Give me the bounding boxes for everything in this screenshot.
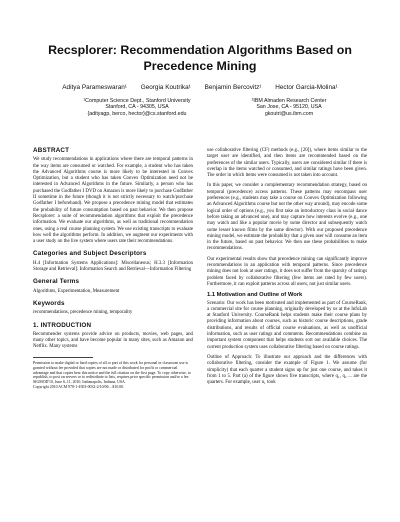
affiliation-line: ¹Computer Science Dept., Stanford University: [83, 98, 191, 104]
author-name: Georgia Koutrika¹: [140, 84, 191, 91]
general-terms-heading: General Terms: [33, 278, 80, 286]
affiliation-email: {adityagp, berco, hector}@cs.stanford.edu: [87, 110, 187, 117]
abstract-heading: ABSTRACT: [33, 147, 70, 154]
body-paragraph: In this paper, we consider a complementary recommendation strategy, based on temporal (precedence) access patterns. These patterns may encompass user preferences (e.g., students may take a course on Convex Optimization following an Advanced Algorithms course but not the other way around), may encode some logical order of options (e.g., you first take an introductory class in social dance before taking an advanced one), and may capture how interests evolve (e.g., one may watch and like a popular movie by some director and subsequently watch some lesser known films by the same director). With our proposed precedence mining model, we estimate the probability that a given user will consume an item in the future, based on past behavior. We then use these probabilities to make recommendations.: [207, 183, 367, 252]
left-column: [33, 148, 193, 390]
abstract-text: We study recommendations in applications where there are temporal patterns in the way items are consumed or watched. For example, a student who has taken the Advanced Algorithms course is more likely to be interested in Convex Optimization, but a student who has taken Convex Optimization need not be interested in Advanced Algorithms in the future. Similarly, a person who has purchased the Godfather I DVD on Amazon is more likely to purchase Godfather II sometime in the future (though it is not strictly necessary to watch/purchase Godfather I beforehand). We propose a precedence mining model that estimates the probability of future consumption based on past behavior. We then propose Recsplorer: a suite of recommendation algorithms that exploit the precedence information. We evaluate our algorithms, as well as traditional recommendation ones, using a real course planning system. We use existing transcripts to evaluate how well the algorithms perform. In addition, we augment our experiments with a user study on the live system where users rate their recommendations.: [33, 157, 193, 245]
permission-footnote: [33, 361, 193, 390]
footnote-copyright: Copyright 2010 ACM 978-1-4503-0032-2/10/06 ...$10.00.: [33, 385, 125, 390]
introduction-section: [33, 323, 193, 351]
affiliation-stanford: [62, 98, 212, 117]
author-name: Hector Garcia-Molina¹: [275, 84, 338, 91]
right-column: [207, 148, 367, 390]
categories-text: H.4 [Information Systems Applications]: Miscellaneous; H.3.3 [Information Storage and Retrieval]: Information Search and Retrieval—Information Filtering: [33, 260, 193, 273]
categories-heading: Categories and Subject Descriptors: [33, 250, 147, 258]
general-terms-text: Algorithms, Experimentation, Measurement: [33, 288, 120, 294]
subsection-heading: 1.1 Motivation and Outline of Work: [207, 292, 303, 299]
keywords-section: [33, 301, 193, 317]
affiliation-line: Stanford, CA - 94305, USA: [105, 104, 169, 111]
affiliation-email: gkoutri@us.ibm.com: [264, 110, 314, 117]
author-name: Benjamin Bercovitz¹: [204, 84, 262, 91]
footnote-conference: SIGMOD'10, June 6–11, 2010, Indianapolis, Indiana, USA.: [33, 380, 126, 385]
body-paragraph: Outline of Approach: To illustrate our approach and the differences with collaborative filtering, consider the example of Figure 1. We assume (for simplicity) that each quarter a student signs up for just one course, and takes it from 1 to 5. Part (a) of the figure shows five transcripts, where q₁, q₂ ... are the quarters. For example, user u₁ took: [207, 354, 367, 386]
categories-section: [33, 251, 193, 273]
body-paragraph: use collaborative filtering (CF) methods (e.g., [20]), where items similar to the target user are identified, and then items are recommended based on the preferences of the similar users. Typically, users are considered similar if there is overlap in the items watched or consumed, and similar ratings have been given. The order in which items were consumed is not taken into account.: [207, 148, 367, 179]
introduction-text: Recommender systems provide advice on products, movies, web pages, and many other topics, and have become popular in many sites, such as Amazon and Netflix. Many systems: [33, 331, 193, 350]
footnote-divider: [33, 357, 93, 358]
affiliation-line: ²IBM Almaden Research Center: [251, 98, 327, 104]
introduction-heading: 1. INTRODUCTION: [33, 321, 92, 329]
keywords-heading: Keywords: [33, 299, 65, 307]
author-block: [0, 84, 400, 126]
footnote-text: Permission to make digital or hard copies of all or part of this work for personal or classroom use is granted without fee provided that copies are not made or distributed for profit or commercial advantage and that copies bear this notice and the full citation on the first page. To copy otherwise, to republish, to post on servers or to redistribute to lists, requires prior specific permission and/or a fee.: [33, 360, 191, 380]
keywords-text: recommendations, precedence mining, temporality: [33, 310, 133, 316]
author-names: [0, 84, 400, 91]
body-paragraph: Scenario: Our work has been motivated and implemented as part of CourseRank, a commercial site for course planning, originally developed by us at the InfoLab at Stanford University. CourseRank helps students make their course plans by providing information about courses, such as historic course descriptions, grade distributions, and results of official course evaluations, as well as unofficial information, such as user ratings and comments. Recommendations combine an important system component that helps students sort out available choices. The current production system uses collaborative filtering based on course ratings.: [207, 300, 367, 350]
affiliation-ibm: [224, 98, 354, 117]
author-name: Aditya Parameswaran¹: [62, 84, 127, 91]
general-terms-section: [33, 279, 193, 295]
body-paragraph: Our experimental results show that precedence mining can significantly improve recommendations in an application with temporal patterns. Since precedence mining does not look at user ratings, it does not suffer from the sparsity of ratings problem faced by collaborative filtering (few items are rated by few users). Furthermore, it can exploit patterns across all users, not just similar users.: [207, 256, 367, 287]
paper-title: Recsplorer: Recommendation Algorithms Based on Precedence Mining: [48, 43, 352, 73]
affiliation-line: San Jose, CA - 95120, USA: [256, 104, 322, 111]
abstract-section: [33, 148, 193, 245]
